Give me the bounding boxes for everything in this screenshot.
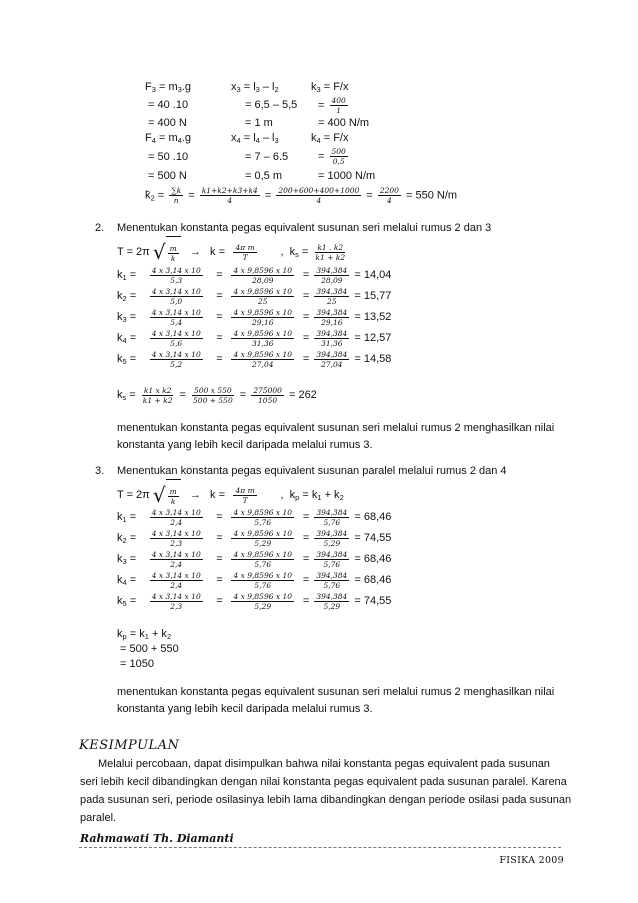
k3-result: = 400 N/m (318, 117, 370, 129)
x3-label: $x_3 = l_3 - l_2$ (231, 81, 279, 94)
k4-result: = 1000 N/m (318, 170, 376, 182)
k4-step1: = $\frac{500}{0,5}$ (318, 147, 346, 166)
kbar-line: $k̄_2$ = $\frac{\sum k}{n}$ = $\frac{k1+k2+k3+k4}{4}$ = $\frac{200+600+400+1000}{4}$ = $\frac{2200}{4}$ = 550 N/m (145, 186, 458, 205)
x4-label: $x_4 = l_4 - l_3$ (231, 132, 279, 145)
kp-sum-line3: = 1050 (120, 658, 154, 670)
k3-label: $k_3 = F/x$ (311, 81, 349, 94)
section3-formula: T = 2π √ $\frac{m}{k}$ → k = $\frac{\text{4π m}}{T}$ , $k_p = k_1 + k_2$ (117, 479, 344, 513)
footer-label: FISIKA 2009 (499, 855, 564, 866)
footer-author: Rahmawati Th. Diamanti (80, 832, 234, 845)
calc-row: $k_3$ = $\frac{4 x 3,14 x 10}{5,4}$ = $\frac{4 x 9,8596 x 10}{29,16}$ = $\frac{394,384}{29,16}$ = 13,52 (117, 307, 392, 327)
calc-row: $k_3$ = $\frac{4 x 3,14 x 10}{2,4}$ = $\frac{4 x 9,8596 x 10}{5,76}$ = $\frac{394,384}{5,76}$ = 68,46 (117, 549, 392, 569)
section2-title: Menentukan konstanta pegas equivalent susunan seri melalui rumus 2 dan 3 (117, 222, 492, 234)
f3-label: $F_3 = m_3.g$ (145, 81, 191, 94)
kesimpulan-line4: paralel. (80, 812, 117, 824)
section2-number: 2. (95, 222, 105, 234)
k4-label: $k_4 = F/x$ (311, 132, 349, 145)
calc-row: $k_4$ = $\frac{4 x 3,14 x 10}{5,6}$ = $\frac{4 x 9,8596 x 10}{31,36}$ = $\frac{394,384}{31,36}$ = 12,57 (117, 328, 392, 348)
section3-conclusion-2: konstanta yang lebih kecil daripada melalui rumus 3. (117, 703, 373, 715)
section3-title: Menentukan konstanta pegas equivalent susunan paralel melalui rumus 2 dan 4 (117, 465, 507, 477)
footer-divider (79, 847, 561, 848)
f4-label: $F_4 = m_4.g$ (145, 132, 191, 145)
section2-conclusion-1: menentukan konstanta pegas equivalent susunan seri melalui rumus 2 menghasilkan nilai (117, 422, 555, 434)
calc-row: $k_1$ = $\frac{4 x 3,14 x 10}{5,3}$ = $\frac{4 x 9,8596 x 10}{28,09}$ = $\frac{394,384}{28,09}$ = 14,04 (117, 265, 392, 285)
f3-result: = 400 N (148, 117, 187, 129)
kesimpulan-line3: pada susunan seri, periode osilasinya lebih lama dibandingkan dengan periode osilasi pada susunan (80, 794, 572, 806)
f3-step1: = 40 .10 (148, 99, 189, 111)
kp-sum-line2: = 500 + 550 (120, 643, 179, 655)
kesimpulan-line1: Melalui percobaan, dapat disimpulkan bahwa nilai konstanta pegas equivalent pada susunan (98, 758, 550, 770)
calc-row: $k_4$ = $\frac{4 x 3,14 x 10}{2,4}$ = $\frac{4 x 9,8596 x 10}{5,76}$ = $\frac{394,384}{5,76}$ = 68,46 (117, 570, 392, 590)
x4-step1: = 7 – 6.5 (245, 151, 289, 163)
kesimpulan-heading: KESIMPULAN (79, 738, 180, 753)
calc-row: $k_5$ = $\frac{4 x 3,14 x 10}{2,3}$ = $\frac{4 x 9,8596 x 10}{5,29}$ = $\frac{394,384}{5,29}$ = 74,55 (117, 591, 392, 611)
calc-row: $k_5$ = $\frac{4 x 3,14 x 10}{5,2}$ = $\frac{4 x 9,8596 x 10}{27,04}$ = $\frac{394,384}{27,04}$ = 14,58 (117, 349, 392, 369)
calc-row: $k_2$ = $\frac{4 x 3,14 x 10}{2,3}$ = $\frac{4 x 9,8596 x 10}{5,29}$ = $\frac{394,384}{5,29}$ = 74,55 (117, 528, 392, 548)
calc-row: $k_1$ = $\frac{4 x 3,14 x 10}{2,4}$ = $\frac{4 x 9,8596 x 10}{5,76}$ = $\frac{394,384}{5,76}$ = 68,46 (117, 507, 392, 527)
f4-step1: = 50 .10 (148, 151, 189, 163)
x4-result: = 0,5 m (245, 170, 282, 182)
section2-conclusion-2: konstanta yang lebih kecil daripada melalui rumus 3. (117, 439, 373, 451)
x3-result: = 1 m (245, 117, 273, 129)
x3-step1: = 6,5 – 5,5 (245, 99, 298, 111)
section2-formula: T = 2π √ $\frac{m}{k}$ → k = $\frac{\text{4π m}}{T}$ , $k_s$ = $\frac{k1 . k2}{k1 + k2}$ (117, 236, 349, 270)
section3-number: 3. (95, 465, 105, 477)
calc-row: $k_2$ = $\frac{4 x 3,14 x 10}{5,0}$ = $\frac{4 x 9,8596 x 10}{25}$ = $\frac{394,384}{25}$ = 15,77 (117, 286, 392, 306)
k3-step1: = $\frac{400}{1}$ (318, 96, 346, 115)
kp-sum-line1: $k_p = k_1 + k_2$ (117, 628, 172, 641)
ks-row: $k_s$ = $\frac{\text{k1 x k2}}{k1 + k2}$ = $\frac{500 x 550}{500 + 550}$ = $\frac{275000}{1050}$ = 262 (117, 385, 317, 405)
section3-conclusion-1: menentukan konstanta pegas equivalent susunan seri melalui rumus 2 menghasilkan nilai (117, 686, 555, 698)
f4-result: = 500 N (148, 170, 187, 182)
kesimpulan-line2: seri lebih kecil dibandingkan dengan nilai konstanta pegas equivalent pada susunan paralel. Karena (80, 776, 567, 788)
